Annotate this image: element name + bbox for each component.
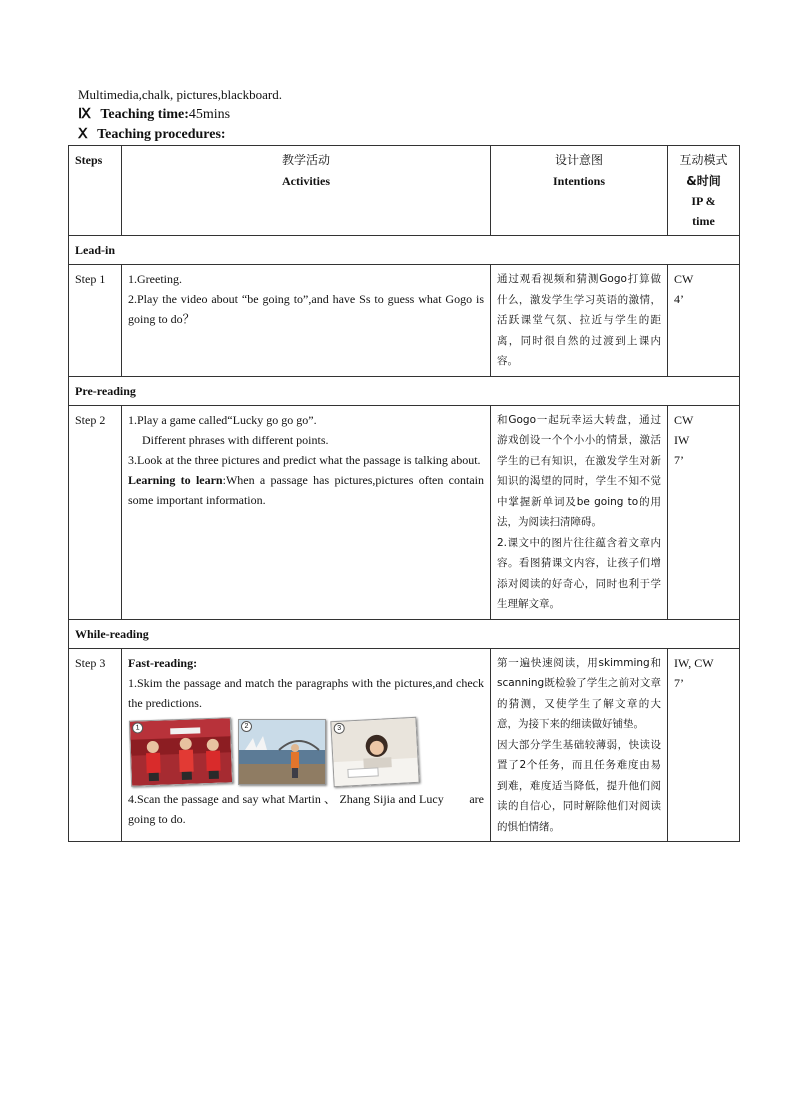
harbour-picture (238, 719, 326, 785)
activity-line: 1.Play a game called“Lucky go go go”. (128, 412, 317, 427)
intention-para: 2.课文中的图片往往蕴含着文章内容。看图猜课文内容，让孩子们增添对阅读的好奇心，同时也利于学生理解文章。 (497, 536, 661, 610)
stadium-picture-art (130, 718, 232, 785)
intentions-header-en: Intentions (552, 173, 605, 188)
section-label: Lead-in (69, 236, 740, 265)
intentions-header (491, 146, 668, 236)
step-label: Step 1 (69, 265, 122, 377)
teaching-procedures-label: Teaching procedures: (97, 127, 226, 142)
passage-pictures (130, 719, 484, 785)
mode-line: IW (674, 432, 690, 447)
intention-para: 第一遍快速阅读，用skimming和scanning既检验了学生之前对文章的猜测，又使学生了解文章的大意，为接下来的细读做好铺垫。 (497, 656, 661, 730)
mode-line: CW (674, 412, 694, 427)
activity-line: 1.Greeting. (128, 272, 182, 286)
harbour-picture-art (239, 720, 325, 784)
picture-number: 2 (241, 721, 252, 732)
activities-header-cn: 教学活动 (281, 153, 330, 167)
mode-header-cn: 互动模式 (679, 153, 728, 167)
activity-line: Different phrases with different points. (142, 432, 329, 447)
mode-line: 4’ (674, 292, 684, 306)
activity-line: 2.Play the video about “be going to”,and have Ss to guess what Gogo is going to do？ (128, 292, 484, 326)
picture-number: 1 (132, 722, 143, 733)
section-row-pre-reading (69, 376, 740, 405)
step-label: Step 3 (69, 648, 122, 842)
picture-number: 3 (333, 722, 345, 734)
learning-to-learn-label: Learning to learn (128, 472, 223, 487)
section-row-lead-in (69, 236, 740, 265)
mode-line: 7’ (674, 675, 684, 690)
activity-line (128, 470, 484, 510)
activity-line: 4.Scan the passage and say what Martin 、 Zhang Sijia and Lucy are going to do. (128, 791, 487, 826)
activity-cell (122, 648, 491, 842)
fast-reading-heading: Fast-reading: (128, 655, 198, 670)
mode-header-time: time (692, 214, 715, 228)
mode-header (668, 146, 740, 236)
table-row-step3 (69, 648, 740, 842)
table-row-step1 (69, 265, 740, 377)
girl-reading-picture (330, 716, 419, 786)
mode-cell (668, 648, 740, 842)
steps-header: Steps (69, 146, 122, 236)
learning-to-learn-text: :When a passage has pictures,pictures often contain some important information. (128, 472, 485, 507)
teaching-time-line (78, 106, 230, 123)
teaching-time-value: 45mins (188, 107, 231, 122)
intention-cell: 通过观看视频和猜测Gogo打算做什么，激发学生学习英语的激情，活跃课堂气氛、拉近与学生的距离，同时很自然的过渡到上课内容。 (491, 265, 668, 377)
section-label: While-reading (69, 619, 740, 648)
activity-cell (122, 405, 491, 619)
materials-line: Multimedia,chalk, pictures,blackboard. (78, 87, 282, 102)
table-row-step2 (69, 405, 740, 619)
mode-line: IW, CW (674, 655, 714, 670)
section-row-while-reading (69, 619, 740, 648)
intention-cell (491, 648, 668, 842)
mode-cell (668, 405, 740, 619)
teaching-procedures-line (78, 126, 226, 143)
mode-header-time-cn: &时间 (686, 173, 721, 188)
intention-cell (491, 405, 668, 619)
mode-cell (668, 265, 740, 377)
teaching-time-label: Teaching time: (100, 107, 189, 122)
mode-line: CW (674, 272, 694, 286)
roman-numeral: Ⅸ (78, 107, 91, 122)
table-header-row (69, 146, 740, 236)
activity-line: 3.Look at the three pictures and predict what the passage is talking about. (128, 452, 481, 467)
section-label: Pre-reading (69, 376, 740, 405)
activities-header (122, 146, 491, 236)
stadium-picture (129, 717, 233, 787)
activity-cell (122, 265, 491, 377)
activity-line: 1.Skim the passage and match the paragraphs with the pictures,and check the predictions. (128, 675, 484, 710)
mode-header-ip: IP & (691, 194, 716, 208)
intentions-header-cn: 设计意图 (554, 153, 603, 167)
intention-para: 因大部分学生基础较薄弱，快读设置了2个任务，而且任务难度由易到难，难度适当降低，提升他们阅读的自信心，同时解除他们对阅读的惧怕情绪。 (497, 738, 661, 833)
mode-line: 7’ (674, 452, 684, 467)
roman-numeral: Ⅹ (78, 127, 88, 142)
intention-para: 和Gogo一起玩幸运大转盘，通过游戏创设一个个小小的情景，激活学生的已有知识，在激发学生对新知识的渴望的同时，学生不知不觉中掌握新单词及be going to的用法，为阅读扫清障碍。 (497, 413, 661, 528)
step-label: Step 2 (69, 405, 122, 619)
activities-header-en: Activities (282, 173, 330, 188)
procedures-table (68, 145, 740, 842)
